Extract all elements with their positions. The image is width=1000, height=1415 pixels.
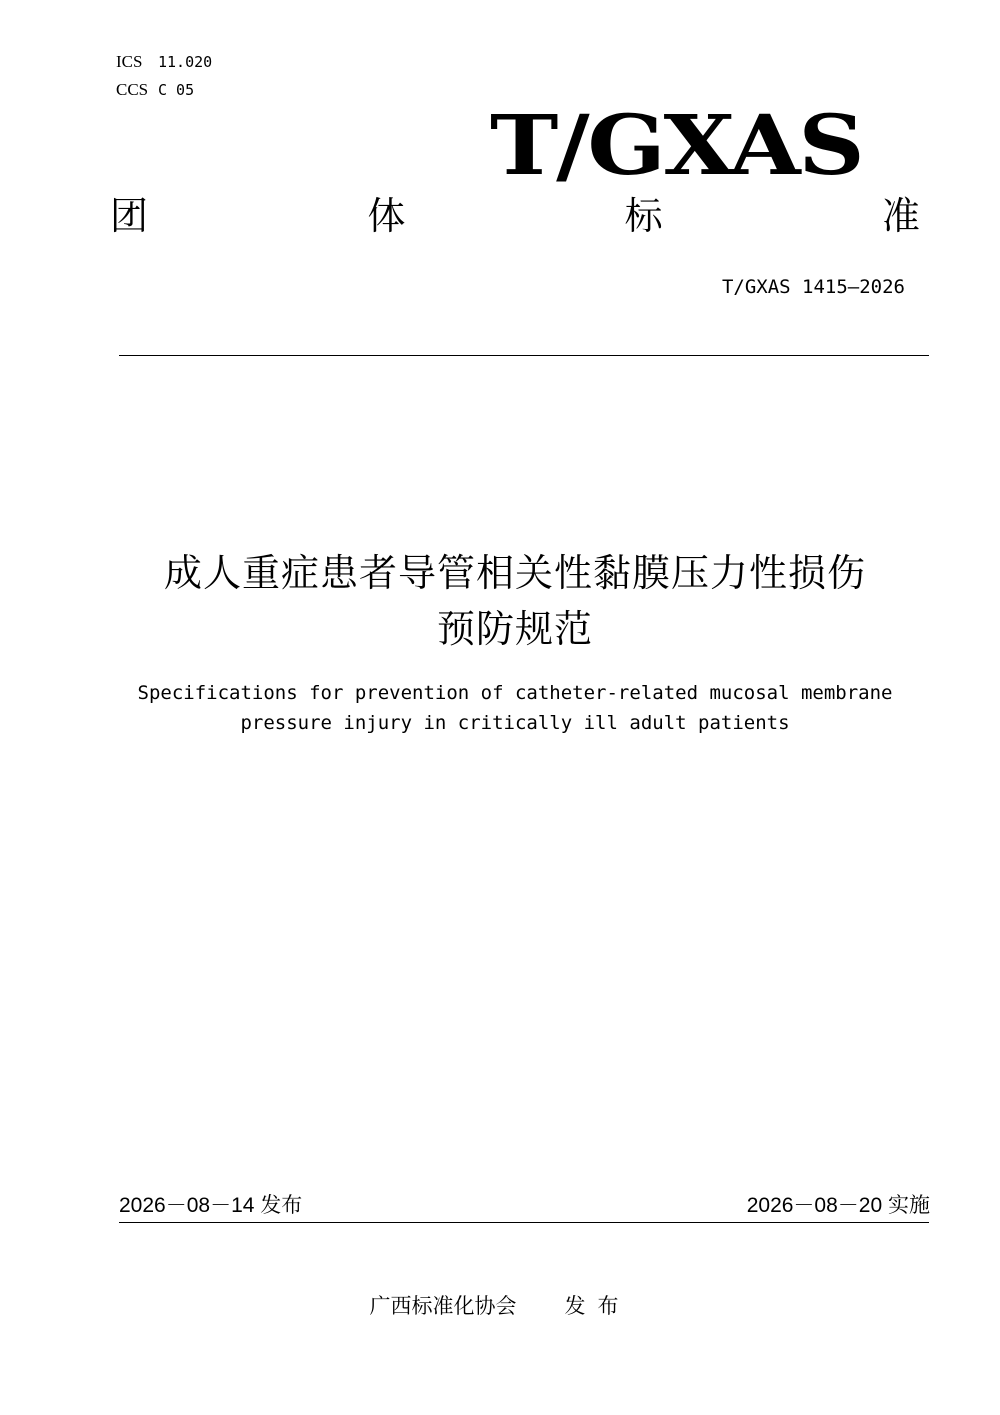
title-chinese-line: 成人重症患者导管相关性黏膜压力性损伤 [163, 551, 866, 595]
ics-line [116, 48, 212, 76]
publisher-line [0, 1290, 1000, 1322]
implementation-date: 2026－08－20 实施 [746, 1194, 930, 1217]
standard-type-heading [110, 190, 920, 242]
title-english [60, 678, 970, 738]
issue-date: 2026－08－14 发布 [119, 1194, 303, 1217]
standard-code: T/GXAS 1415—2026 [721, 276, 905, 298]
bottom-divider [119, 1222, 929, 1223]
title-english-line: Specifications for prevention of catheter-related mucosal membrane [137, 682, 893, 704]
title-chinese [60, 545, 970, 657]
standard-type-char: 标 [624, 194, 663, 238]
title-chinese-line: 预防规范 [436, 607, 593, 651]
ccs-label: CCS [116, 80, 149, 99]
ccs-value: C 05 [158, 81, 195, 99]
publisher-name: 广西标准化协会 [369, 1294, 517, 1318]
title-english-line: pressure injury in critically ill adult patients [240, 712, 790, 734]
standard-type-char: 团 [110, 194, 149, 238]
top-divider [119, 355, 929, 356]
ics-label: ICS [116, 52, 143, 71]
standard-type-char: 体 [367, 194, 406, 238]
publisher-verb: 发布 [564, 1294, 631, 1318]
standard-type-char: 准 [881, 194, 920, 238]
standard-logo: T/GXAS [490, 98, 863, 194]
classification-block [116, 48, 212, 104]
ics-value: 11.020 [158, 53, 213, 71]
ccs-line [116, 76, 212, 104]
